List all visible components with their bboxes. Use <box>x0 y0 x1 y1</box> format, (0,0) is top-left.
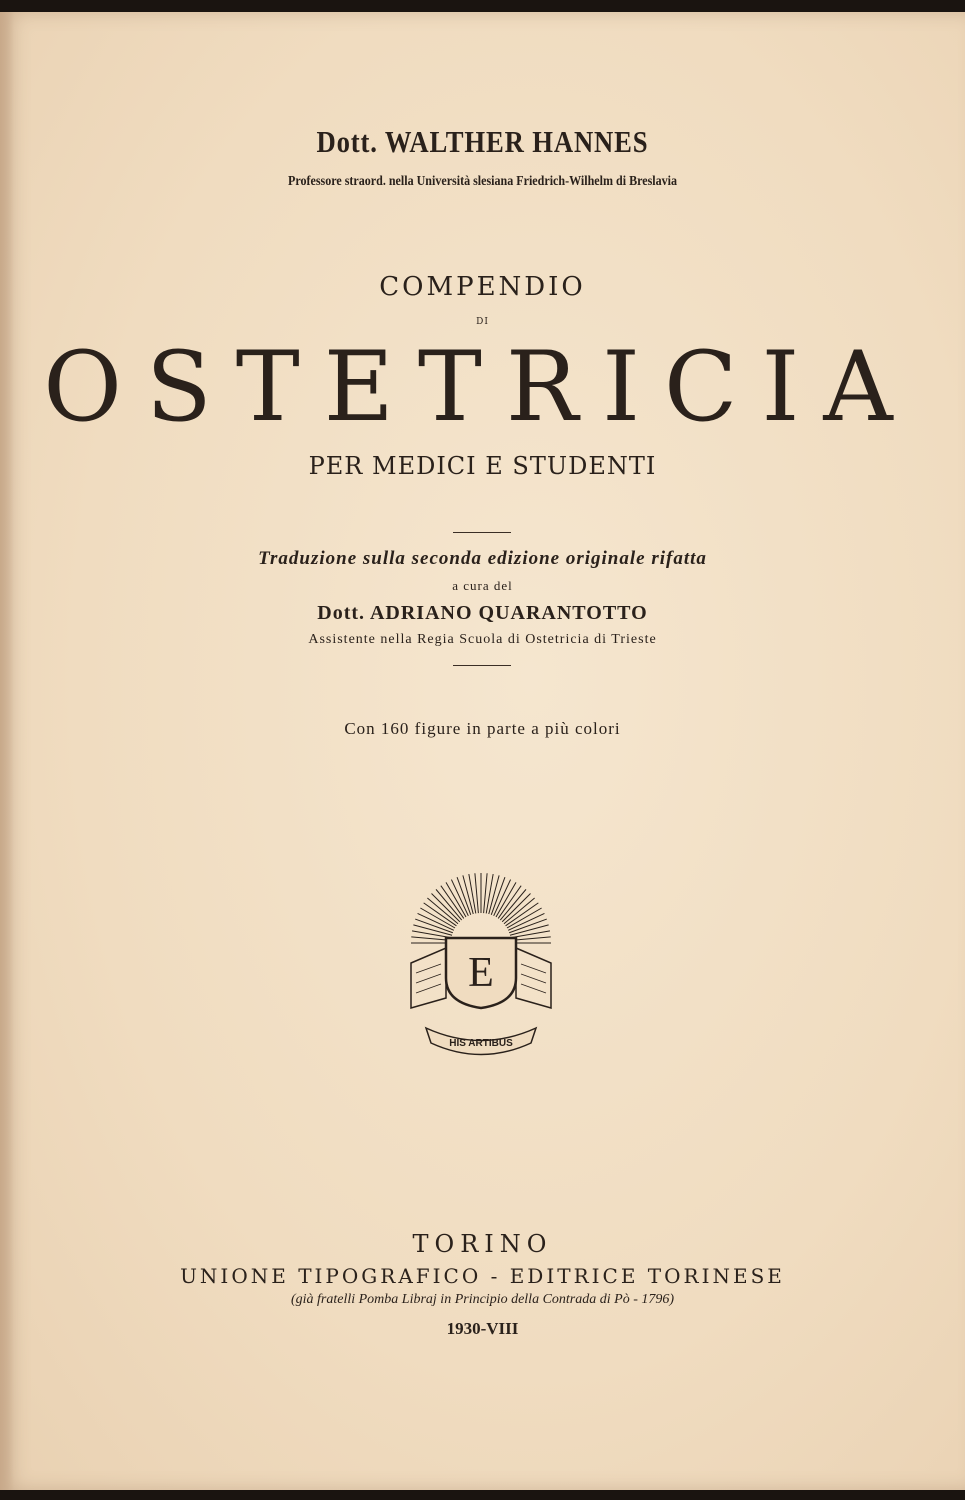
figures-note: Con 160 figure in parte a più colori <box>344 719 621 738</box>
translator-position: Assistente nella Regia Scuola di Ostetricia di Trieste <box>308 632 657 647</box>
main-title: OSTETRICIA <box>43 331 917 443</box>
translator-name: Dott. ADRIANO QUARANTOTTO <box>317 602 648 624</box>
divider-rule <box>453 532 511 533</box>
translation-by: a cura del <box>452 578 513 593</box>
author-name: Dott. WALTHER HANNES <box>316 124 649 159</box>
title-page <box>0 12 965 1490</box>
imprint-note: (già fratelli Pomba Libraj in Principio della Contrada di Pò - 1796) <box>290 1292 675 1307</box>
publisher-emblem-icon <box>386 868 576 1068</box>
imprint-city: TORINO <box>412 1230 553 1258</box>
imprint-publisher: UNIONE TIPOGRAFICO - EDITRICE TORINESE <box>180 1264 785 1288</box>
author-position: Professore straord. nella Università slesiana Friedrich-Wilhelm di Breslavia <box>287 174 678 189</box>
svg-text:E: E <box>468 950 494 996</box>
translation-line: Traduzione sulla seconda edizione originale rifatta <box>258 548 707 569</box>
title-connector: DI <box>476 317 489 327</box>
subtitle: PER MEDICI E STUDENTI <box>308 452 657 480</box>
title-pre: COMPENDIO <box>379 272 586 302</box>
emblem-motto: HIS ARTIBUS <box>449 1038 513 1049</box>
imprint-year: 1930-VIII <box>446 1319 519 1338</box>
divider-rule <box>453 665 511 666</box>
